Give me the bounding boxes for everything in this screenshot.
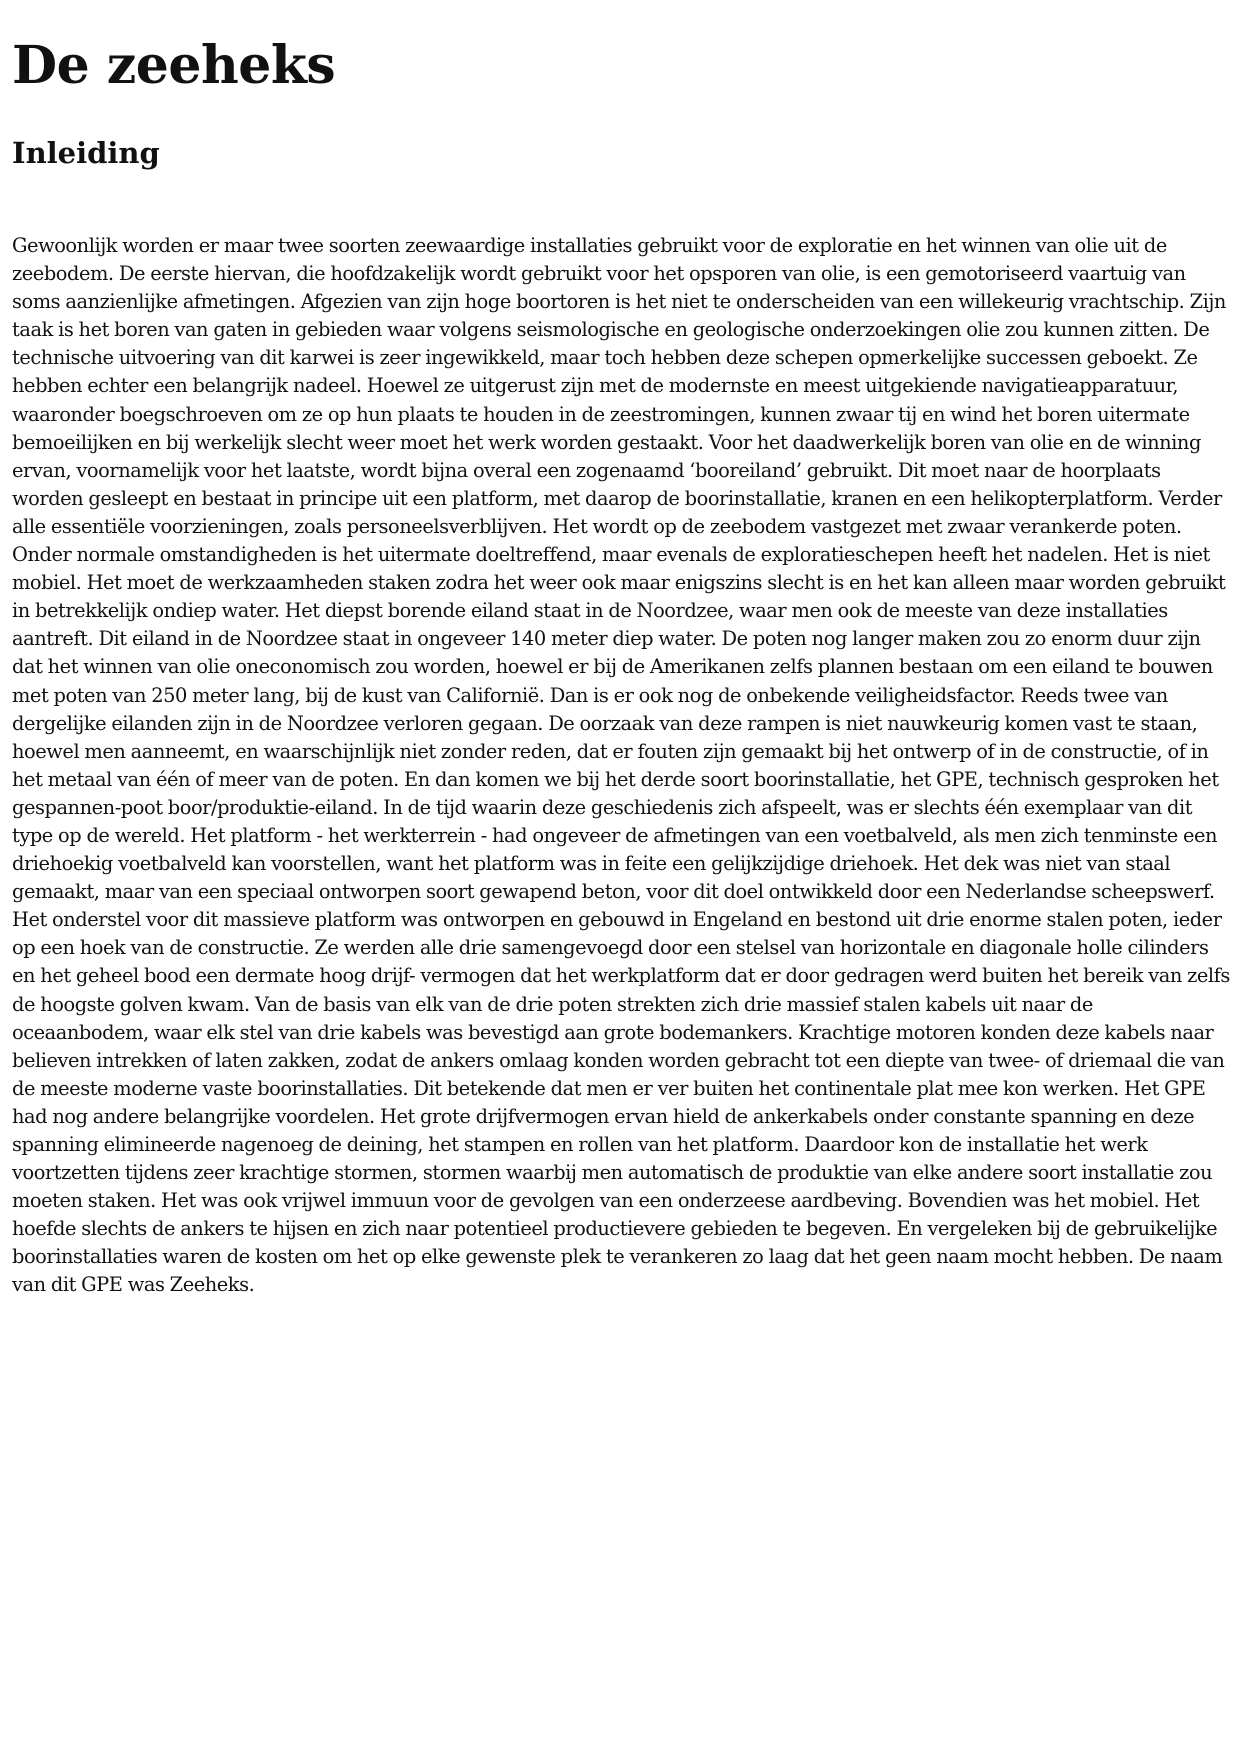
document-title: De zeeheks xyxy=(12,35,336,96)
section-heading: Inleiding xyxy=(12,136,160,170)
body-paragraph: Gewoonlijk worden er maar twee soorten zeewaardige installaties gebruikt voor de exploratie en het winnen van olie uit de zeebodem. De eerste hiervan, die hoofdzakelijk wordt gebruikt voor het opsporen van olie, is een gemotoriseerd vaartuig van soms aanzienlijke afmetingen. Afgezien van zijn hoge boortoren is het niet te onderscheiden van een willekeurig vrachtschip. Zijn taak is het boren van gaten in gebieden waar volgens seismologische en geologische onderzoekingen olie zou kunnen zitten. De technische uitvoering van dit karwei is zeer ingewikkeld, maar toch hebben deze schepen opmerkelijke successen geboekt. Ze hebben echter een belangrijk nadeel. Hoewel ze uitgerust zijn met de modernste en meest uitgekiende navigatieapparatuur, waaronder boegschroeven om ze op hun plaats te houden in de zeestromingen, kunnen zwaar tij en wind het boren uitermate bemoeilijken en bij werkelijk slecht weer moet het werk worden gestaakt. Voor het daadwerkelijk boren van olie en de winning ervan, voornamelijk voor het laatste, wordt bijna overal een zogenaamd ‘booreiland’ gebruikt. Dit moet naar de hoorplaats worden gesleept en bestaat in principe uit een platform, met daarop de boorinstallatie, kranen en een helikopterplatform. Verder alle essentiële voorzieningen, zoals personeelsverblijven. Het wordt op de zeebodem vastgezet met zwaar verankerde poten. Onder normale omstandigheden is het uitermate doeltreffend, maar evenals de exploratieschepen heeft het nadelen. Het is niet mobiel. Het moet de werkzaamheden staken zodra het weer ook maar enigszins slecht is en het kan alleen maar worden gebruikt in betrekkelijk ondiep water. Het diepst borende eiland staat in de Noordzee, waar men ook de meeste van deze installaties aantreft. Dit eiland in de Noordzee staat in ongeveer 140 meter diep water. De poten nog langer maken zou zo enorm duur zijn dat het winnen van olie oneconomisch zou worden, hoewel er bij de Amerikanen zelfs plannen bestaan om een eiland te bouwen met poten van 250 meter lang, bij de kust van Californië. Dan is er ook nog de onbekende veiligheidsfactor. Reeds twee van dergelijke eilanden zijn in de Noordzee verloren gegaan. De oorzaak van deze rampen is niet nauwkeurig komen vast te staan, hoewel men aanneemt, en waarschijnlijk niet zonder reden, dat er fouten zijn gemaakt bij het ontwerp of in de constructie, of in het metaal van één of meer van de poten. En dan komen we bij het derde soort boorinstallatie, het GPE, technisch gesproken het gespannen-poot boor/produktie-eiland. In de tijd waarin deze geschiedenis zich afspeelt, was er slechts één exemplaar van dit type op de wereld. Het platform - het werkterrein - had ongeveer de afmetingen van een voetbalveld, als men zich tenminste een driehoekig voetbalveld kan voorstellen, want het platform was in feite een gelijkzijdige driehoek. Het dek was niet van staal gemaakt, maar van een speciaal ontworpen soort gewapend beton, voor dit doel ontwikkeld door een Nederlandse scheepswerf. Het onderstel voor dit massieve platform was ontworpen en gebouwd in Engeland en bestond uit drie enorme stalen poten, ieder op een hoek van de constructie. Ze werden alle drie samengevoegd door een stelsel van horizontale en diagonale holle cilinders en het geheel bood een dermate hoog drijf- vermogen dat het werkplatform dat er door gedragen werd buiten het bereik van zelfs de hoogste golven kwam. Van de basis van elk van de drie poten strekten zich drie massief stalen kabels uit naar de oceaanbodem, waar elk stel van drie kabels was bevestigd aan grote bodemankers. Krachtige motoren konden deze kabels naar believen intrekken of laten zakken, zodat de ankers omlaag konden worden gebracht tot een diepte van twee- of driemaal die van de meeste moderne vaste boorinstallaties. Dit betekende dat men er ver buiten het continentale plat mee kon werken. Het GPE had nog andere belangrijke voordelen. Het grote drijfvermogen ervan hield de ankerkabels onder constante spanning en deze spanning elimineerde nagenoeg de deining, het stampen en rollen van het platform. Daardoor kon de installatie het werk voortzetten tijdens zeer krachtige stormen, stormen waarbij men automatisch de produktie van elke andere soort installatie zou moeten staken. Het was ook vrijwel immuun voor de gevolgen van een onderzeese aardbeving. Bovendien was het mobiel. Het hoefde slechts de ankers te hijsen en zich naar potentieel productievere gebieden te begeven. En vergeleken bij de gebruikelijke boorinstallaties waren de kosten om het op elke gewenste plek te verankeren zo laag dat het geen naam mocht hebben. De naam van dit GPE was Zeeheks. xyxy=(12,234,1230,1297)
